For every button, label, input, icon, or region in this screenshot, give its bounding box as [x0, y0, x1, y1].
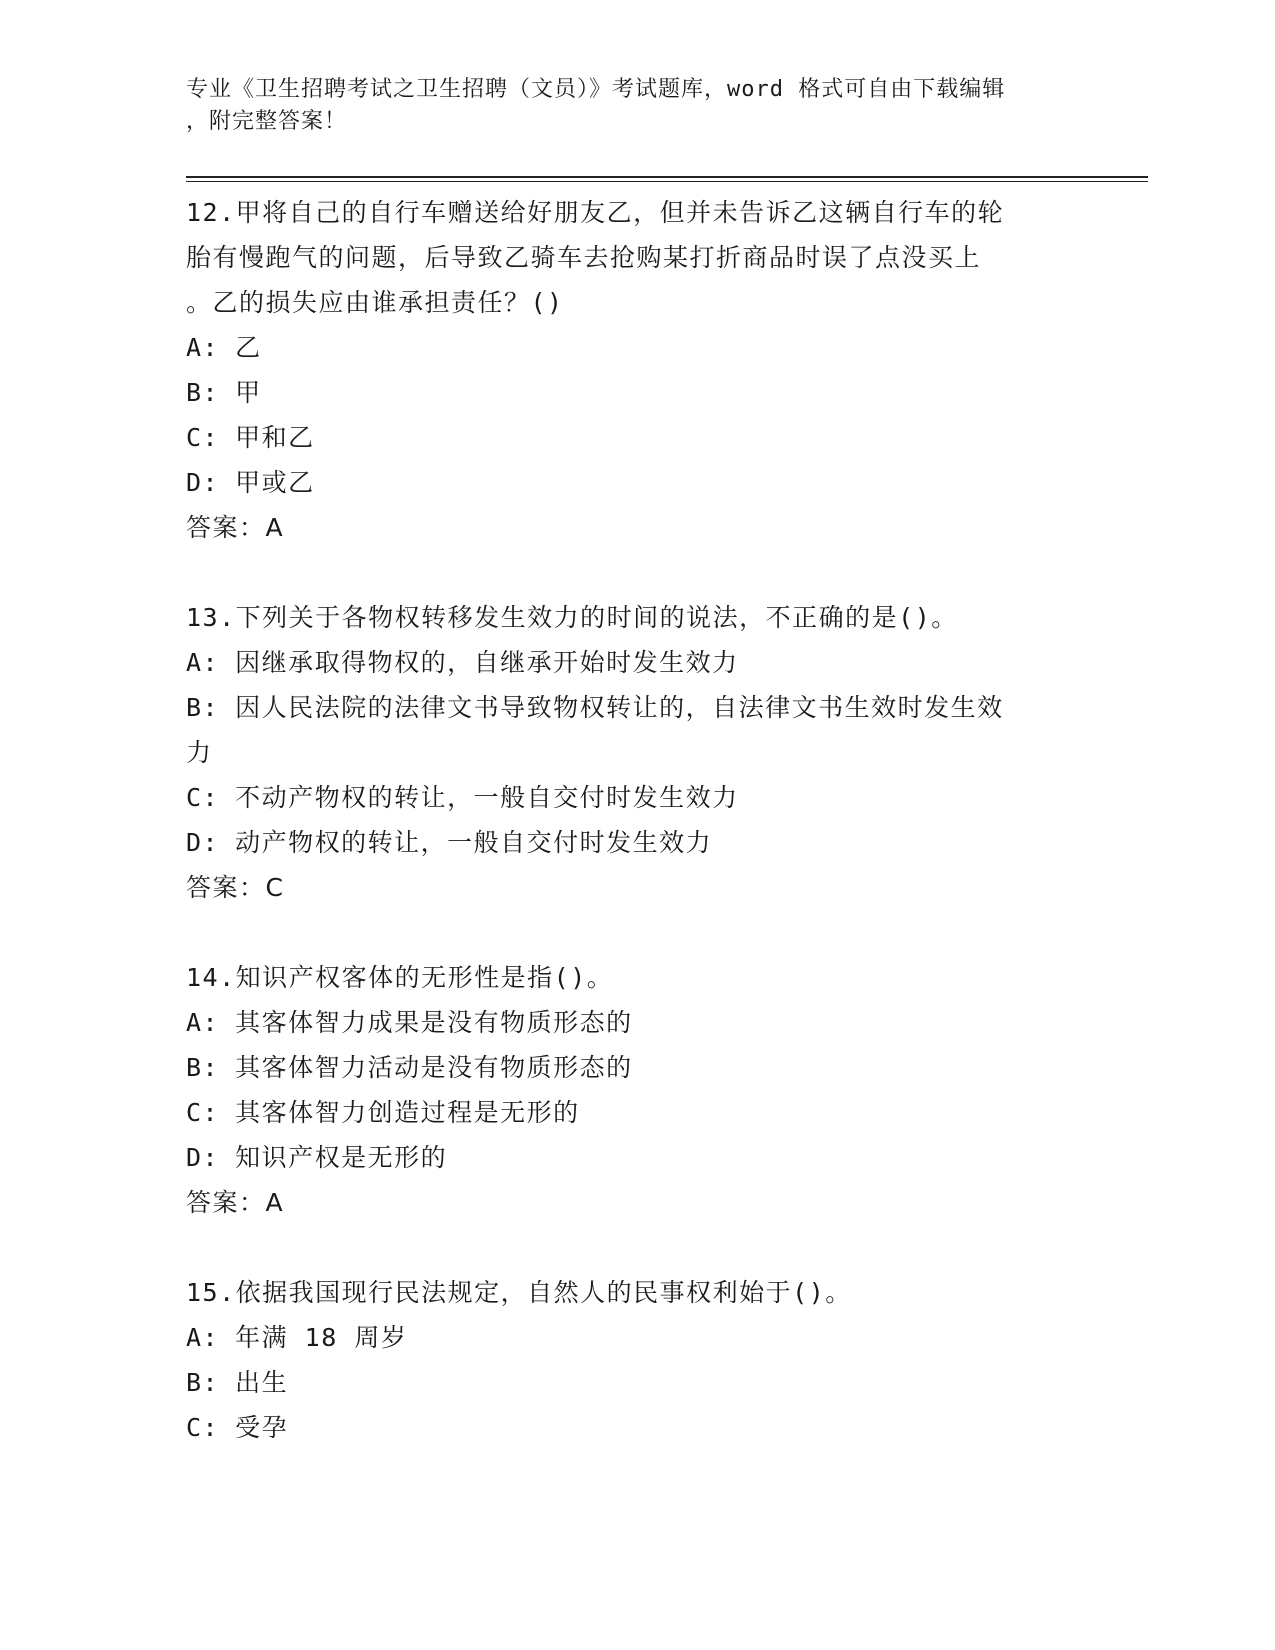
option-text: 力 — [186, 738, 213, 767]
option-label: D: — [186, 1143, 220, 1172]
option-label: B: — [186, 378, 220, 407]
question-text: 胎有慢跑气的问题，后导致乙骑车去抢购某打折商品时误了点没买上 — [186, 243, 982, 272]
question-list — [186, 190, 1086, 1450]
question-spacer — [186, 910, 1086, 955]
header-divider-thin — [186, 181, 1148, 182]
option-row — [186, 1090, 1086, 1135]
option-row — [186, 640, 1086, 685]
header-divider-thick — [186, 176, 1148, 178]
option-label: B: — [186, 1368, 220, 1397]
option-text: 知识产权是无形的 — [235, 1143, 448, 1172]
option-text: 其客体智力活动是没有物质形态的 — [235, 1053, 633, 1082]
option-text: 不动产物权的转让，一般自交付时发生效力 — [235, 783, 739, 812]
option-text: 其客体智力成果是没有物质形态的 — [235, 1008, 633, 1037]
answer-text: 答案：C — [186, 873, 285, 902]
header-line-2: ，附完整答案！ — [186, 109, 348, 134]
option-label: A: — [186, 333, 220, 362]
option-text: 甲 — [235, 378, 262, 407]
option-label: A: — [186, 1323, 220, 1352]
option-text: 受孕 — [235, 1413, 289, 1442]
option-label: D: — [186, 828, 220, 857]
question-block — [186, 190, 1086, 550]
header-line-1: 专业《卫生招聘考试之卫生招聘（文员）》考试题库，word 格式可自由下载编辑 — [186, 77, 1006, 102]
option-label: C: — [186, 423, 220, 452]
option-row — [186, 370, 1086, 415]
question-block — [186, 1270, 1086, 1450]
answer-text: 答案：A — [186, 1188, 285, 1217]
option-row — [186, 730, 1086, 775]
option-label: C: — [186, 1098, 220, 1127]
option-row — [186, 685, 1086, 730]
option-label: B: — [186, 693, 220, 722]
question-spacer — [186, 550, 1086, 595]
option-row — [186, 1360, 1086, 1405]
option-row — [186, 1315, 1086, 1360]
option-row — [186, 325, 1086, 370]
option-label: D: — [186, 468, 220, 497]
option-text: 动产物权的转让，一般自交付时发生效力 — [235, 828, 713, 857]
question-spacer — [186, 1225, 1086, 1270]
option-text: 因人民法院的法律文书导致物权转让的，自法律文书生效时发生效 — [235, 693, 1004, 722]
question-block — [186, 955, 1086, 1225]
option-text: 其客体智力创造过程是无形的 — [235, 1098, 580, 1127]
option-text: 出生 — [235, 1368, 289, 1397]
option-row — [186, 1045, 1086, 1090]
option-row — [186, 460, 1086, 505]
option-label: A: — [186, 648, 220, 677]
question-text: 12.甲将自己的自行车赠送给好朋友乙，但并未告诉乙这辆自行车的轮 — [186, 198, 1005, 227]
answer-text: 答案：A — [186, 513, 285, 542]
option-text: 乙 — [235, 333, 262, 362]
question-text: 14.知识产权客体的无形性是指()。 — [186, 963, 614, 992]
option-row — [186, 820, 1086, 865]
option-row — [186, 1405, 1086, 1450]
option-text: 甲和乙 — [235, 423, 315, 452]
question-text: 。乙的损失应由谁承担责任？() — [186, 288, 564, 317]
option-text: 年满 18 周岁 — [235, 1323, 408, 1352]
question-text: 13.下列关于各物权转移发生效力的时间的说法，不正确的是()。 — [186, 603, 958, 632]
option-text: 因继承取得物权的，自继承开始时发生效力 — [235, 648, 739, 677]
option-label: C: — [186, 783, 220, 812]
question-block — [186, 595, 1086, 910]
document-header — [186, 74, 1086, 138]
option-row — [186, 415, 1086, 460]
question-text: 15.依据我国现行民法规定，自然人的民事权利始于()。 — [186, 1278, 852, 1307]
option-row — [186, 1135, 1086, 1180]
option-row — [186, 775, 1086, 820]
option-row — [186, 1000, 1086, 1045]
option-label: A: — [186, 1008, 220, 1037]
option-label: C: — [186, 1413, 220, 1442]
option-text: 甲或乙 — [235, 468, 315, 497]
option-label: B: — [186, 1053, 220, 1082]
